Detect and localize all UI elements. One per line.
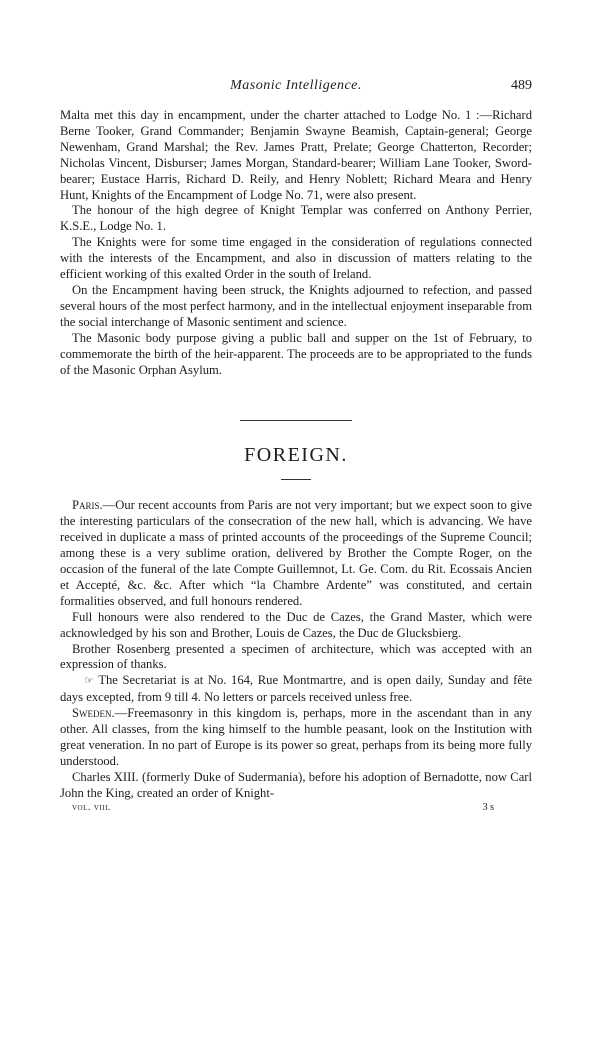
page-footer	[60, 802, 532, 818]
pointing-hand-icon: ☞	[84, 675, 94, 688]
section-divider-rule	[240, 420, 352, 421]
body-text	[60, 108, 532, 378]
sweden-label: Sweden.	[72, 706, 115, 721]
paragraph-regulations: The Knights were for some time engaged in the consideration of regulations connected with the interests of the Encampment, and also in discussion of matters relating to the efficient working of this exalted Order in the south of Ireland.	[60, 235, 532, 282]
running-title: Masonic Intelligence.	[230, 78, 362, 93]
section-heading-foreign: FOREIGN.	[244, 444, 348, 467]
paragraph-knight-templar: The honour of the high degree of Knight Templar was conferred on Anthony Perrier, K.S.E., Lodge No. 1.	[60, 203, 532, 234]
paragraph-refection: On the Encampment having been struck, the Knights adjourned to refection, and passed several hours of the most perfect harmony, and in the intellectual enjoyment inseparable from the social interchange of Masonic sentiment and science.	[60, 282, 532, 329]
signature-mark: 3 s	[482, 801, 494, 813]
paragraph-charles: Charles XIII. (formerly Duke of Sudermania), before his adoption of Bernadotte, now Carl John the King, created an order of Knight-	[60, 769, 532, 800]
running-head	[60, 78, 532, 100]
volume-label: vol. viii.	[72, 801, 111, 813]
sweden-text: —Freemasonry in this kingdom is, perhaps, more in the ascendant than in any other. All classes, from the king himself to the humble peasant, look on the Institution with great veneration. In no part of Europe is its power so great, perhaps from its being more fully understood.	[60, 706, 532, 768]
paragraph-public-ball: The Masonic body purpose giving a public ball and supper on the 1st of February, to commemorate the birth of the heir-apparent. The proceeds are to be appropriated to the funds of the Masonic Orphan Asylum.	[60, 330, 532, 377]
paris-text: —Our recent accounts from Paris are not very important; but we expect soon to give the interesting particulars of the consecration of the new hall, which is advancing. We have received in duplicate a mass of printed accounts of the proceedings of the Supreme Council; among these is a very sublime oration, delivered by Brother the Compte Roger, on the occasion of the funeral of the late Compte Guillemnot, Lt. Ge. Com. du Rit. Ecossais Ancien et Accepté, &c. &c. After which “la Chambre Ardente” was constituted, and certain formalities observed, and full honours rendered.	[60, 498, 532, 608]
paragraph-encampment-members: Malta met this day in encampment, under the charter attached to Lodge No. 1 :—Richard Berne Tooker, Grand Commander; Benjamin Swayne Beamish, Captain-general; George Newenham, Grand Marshal; the Rev. James Pratt, Prelate; George Chatterton, Recorder; Nicholas Vincent, Disburser; James Morgan, Standard-bearer; William Lane Tooker, Sword-bearer; Eustace Harris, Richard D. Reily, and Henry Noblett; Richard Meara and Henry Hunt, Knights of the Encampment of Lodge No. 71, were also present.	[60, 108, 532, 202]
page-number: 489	[511, 78, 532, 93]
paragraph-duc-de-cazes: Full honours were also rendered to the Duc de Cazes, the Grand Master, which were acknowledged by his son and Brother, Louis de Cazes, the Duc de Glucksbierg.	[60, 609, 532, 640]
secretariat-text: The Secretariat is at No. 164, Rue Montmartre, and is open daily, Sunday and fête days excepted, from 9 till 4. No letters or parcels received unless free.	[60, 673, 533, 705]
heading-underline-rule	[281, 479, 311, 480]
foreign-text	[60, 498, 532, 801]
paragraph-paris	[60, 498, 532, 609]
paris-label: Paris.	[72, 498, 103, 513]
paragraph-secretariat	[60, 673, 532, 706]
paragraph-sweden	[60, 706, 532, 770]
paragraph-rosenberg: Brother Rosenberg presented a specimen of architecture, which was accepted with an expression of thanks.	[60, 641, 532, 672]
